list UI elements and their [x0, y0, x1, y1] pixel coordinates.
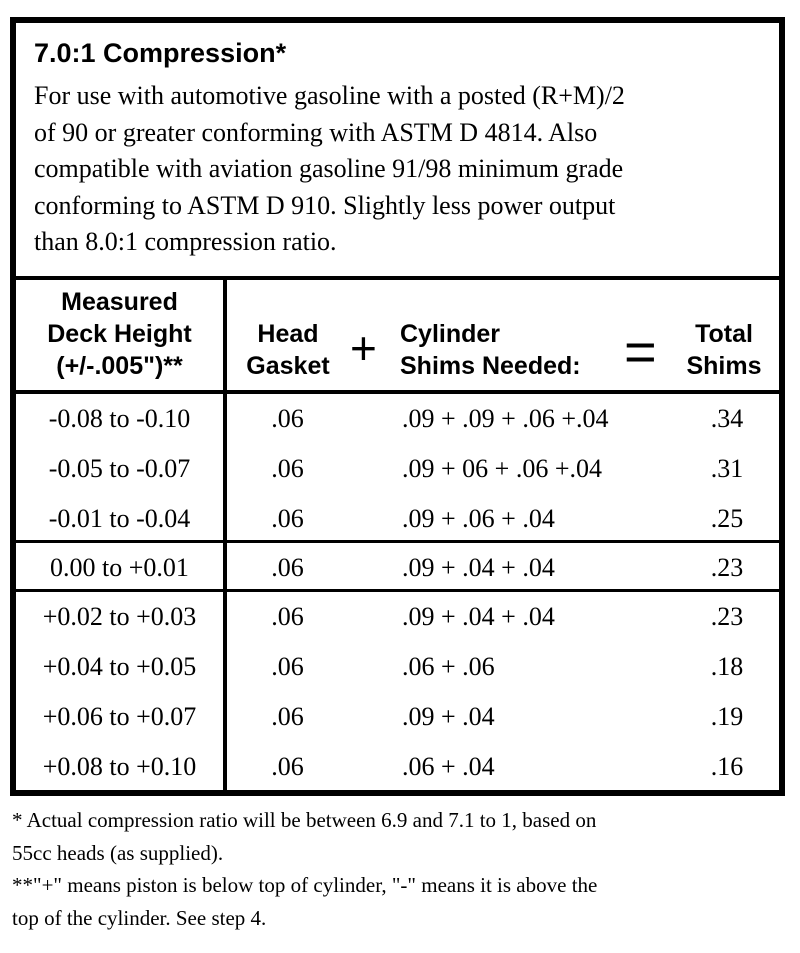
equals-sign: =	[624, 320, 657, 383]
cell-total-shims: .19	[710, 702, 744, 731]
cell-deck-height: +0.02 to +0.03	[42, 602, 197, 631]
header-line: Deck Height	[47, 320, 192, 348]
cell-head-gasket: .06	[271, 504, 304, 533]
cell-head-gasket: .06	[271, 553, 304, 582]
compression-table-frame	[10, 17, 785, 796]
cell-deck-height: 0.00 to +0.01	[50, 553, 189, 582]
cell-head-gasket: .06	[271, 752, 304, 781]
header-cylinder-shims	[400, 318, 581, 382]
cell-shims-needed: .09 + .06 + .04	[402, 504, 555, 533]
table-title: 7.0:1 Compression*	[34, 38, 287, 68]
header-total-shims	[672, 318, 776, 382]
description	[34, 78, 769, 261]
header-line: Head	[257, 320, 319, 348]
cell-total-shims: .23	[710, 553, 744, 582]
cell-shims-needed: .09 + .04 + .04	[402, 602, 555, 631]
header-line: (+/-.005")**	[56, 352, 183, 380]
cell-shims-needed: .09 + .09 + .06 +.04	[402, 404, 609, 433]
description-line: of 90 or greater conforming with ASTM D 4814. Also	[34, 117, 598, 147]
intro-section	[16, 23, 779, 280]
cell-head-gasket: .06	[271, 404, 304, 433]
footnote-line: top of the cylinder. See step 4.	[12, 905, 267, 930]
cell-shims-needed: .09 + 06 + .06 +.04	[402, 454, 602, 483]
footnote-line: * Actual compression ratio will be between 6.9 and 7.1 to 1, based on	[12, 808, 597, 832]
cell-shims-needed: .06 + .06	[402, 652, 495, 681]
description-line: conforming to ASTM D 910. Slightly less power output	[34, 190, 616, 220]
description-line: For use with automotive gasoline with a posted (R+M)/2	[34, 81, 625, 110]
cell-deck-height: +0.08 to +0.10	[42, 752, 197, 781]
cell-deck-height: +0.06 to +0.07	[42, 702, 197, 731]
footnote-line: **"+" means piston is below top of cylinder, "-" means it is above the	[12, 873, 598, 897]
description-line: compatible with aviation gasoline 91/98 minimum grade	[34, 154, 624, 183]
cell-total-shims: .25	[710, 504, 744, 533]
plus-sign: +	[350, 322, 377, 374]
header-line: Total	[695, 320, 753, 348]
cell-head-gasket: .06	[271, 454, 304, 483]
cell-head-gasket: .06	[271, 652, 304, 681]
cell-deck-height: -0.01 to -0.04	[48, 504, 191, 533]
cell-head-gasket: .06	[271, 602, 304, 631]
cell-total-shims: .31	[710, 454, 744, 483]
header-head-gasket	[228, 318, 348, 382]
cell-deck-height: -0.08 to -0.10	[48, 404, 191, 433]
header-line: Shims Needed:	[400, 352, 581, 380]
cell-shims-needed: .09 + .04	[402, 702, 495, 731]
cell-deck-height: -0.05 to -0.07	[48, 454, 191, 483]
cell-total-shims: .34	[710, 404, 744, 433]
header-deck-height	[16, 286, 223, 382]
cell-total-shims: .16	[710, 752, 744, 781]
footnote-line: 55cc heads (as supplied).	[12, 840, 224, 865]
cell-total-shims: .18	[710, 652, 744, 681]
cell-deck-height: +0.04 to +0.05	[42, 652, 197, 681]
footnotes	[12, 804, 797, 934]
header-line: Shims	[686, 352, 762, 380]
header-line: Measured	[61, 288, 178, 316]
description-line: than 8.0:1 compression ratio.	[34, 227, 337, 256]
cell-shims-needed: .09 + .04 + .04	[402, 553, 555, 582]
header-line: Gasket	[246, 352, 330, 380]
cell-shims-needed: .06 + .04	[402, 752, 495, 781]
cell-total-shims: .23	[710, 602, 744, 631]
cell-head-gasket: .06	[271, 702, 304, 731]
header-line: Cylinder	[400, 320, 501, 348]
